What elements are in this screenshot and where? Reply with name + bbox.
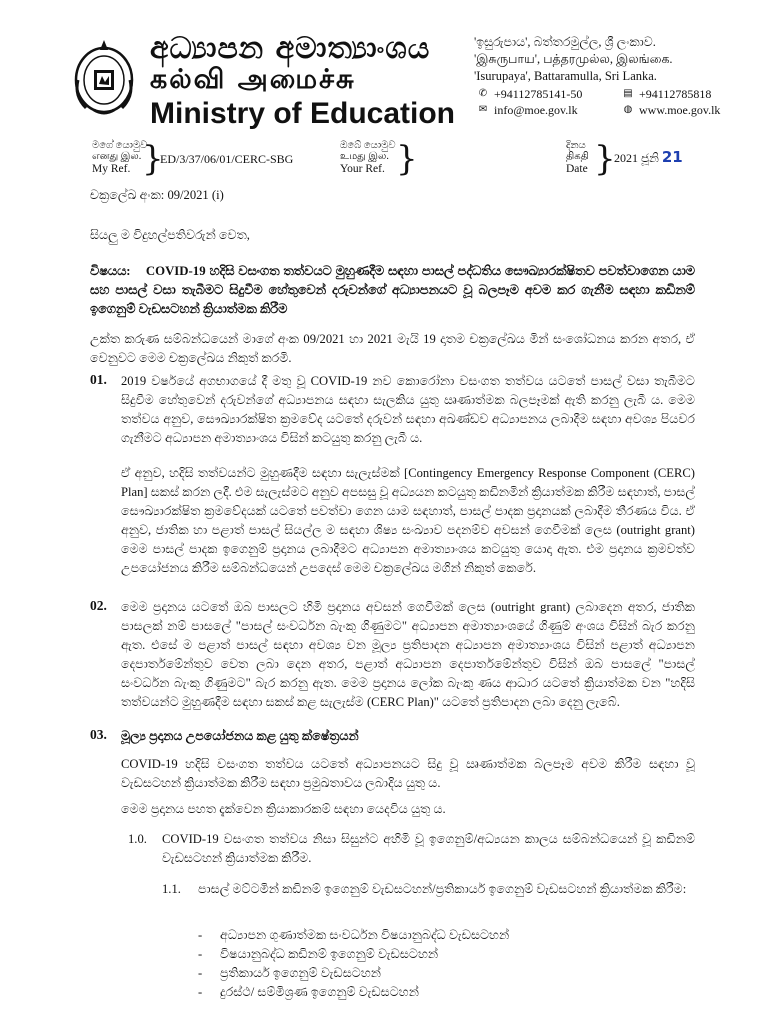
your-ref-labels: ඔබේ යොමුව உமது இல. Your Ref. — [340, 140, 396, 175]
phone-number: +94112785141-50 — [494, 87, 583, 101]
item-number: 1.0. — [128, 832, 147, 846]
subject — [90, 262, 695, 319]
activity-list — [198, 926, 695, 1002]
brace-icon: } — [594, 139, 616, 179]
list-item: - ප්‍රතිකාර්ය ඉගෙනුම් වැඩසටහන් — [198, 964, 695, 983]
section-number: 03. — [90, 727, 107, 742]
address-block — [474, 34, 754, 85]
section-02-paragraph: මෙම ප්‍රදානය යටතේ ඔබ පාසලට හිමි ප්‍රදානය අවසන් ගෙවීමක් ලෙස (outright grant) ලබාදෙන අතර, ජාතික පාසලක් නම් පාසලේ "පාසල් සංවර්ධන බැංකු ගිණුමට" අධ්‍යාපන අමාත්‍යාංශයේ ගිණුම් අංශය විසින් බැර කරනු ඇත. එසේ ම පළාත් පාසල් සඳහා අවශ්‍ය වන මූල්‍ය ප්‍රතිපාදන අධ්‍යාපන අමාත්‍යාංශය විසින් පළාත් අධ්‍යාපන දෙපාර්තමේන්තුව වෙත ලබා දෙන අතර, පළාත් අධ්‍යාපන දෙපාර්තමේන්තුව විසින් ඔබ පාසලේ "පාසල් සංවර්ධන බැංකු ගිණුමට" බැර කරනු ඇත. මෙම ප්‍රදානය ලෝක බැංකු ණය ආධාර යටතේ ක්‍රියාත්මක වන "හදිසි තත්වයන්ට මුහුණදීම සඳහා සකස් කළ සැලැස්ම (CERC Plan)" යටතේ ප්‍රතිපාදන ලබා දෙනු ලැබේ. — [121, 600, 695, 709]
intro-paragraph: උක්ත කරුණ සම්බන්ධයෙන් මාගේ අංක 09/2021 හා 2021 මැයි 19 දාතම චක්‍රලේඛය මින් සංශෝධනය කරන අතර, ඒ වෙනුවට මෙම චක්‍රලේඛය නිකුත් කරමි. — [90, 332, 695, 365]
reference-row — [0, 140, 768, 182]
sri-lanka-emblem-icon — [72, 36, 136, 116]
address-english: 'Isurupaya', Battaramulla, Sri Lanka. — [474, 69, 657, 83]
circular-number: චක්‍රලේඛ අංක: 09/2021 (i) — [90, 188, 224, 202]
section-01-paragraph-1: 2019 වර්ෂයේ අගභාගයේ දී මතු වූ COVID-19 නව කොරෝනා වසංගත තත්වය යටතේ පාසල් වසා තැබීමට සිදුවීම හේතුවෙන් දරුවන්ගේ අධ්‍යාපනය සඳහා සැලකිය යුතු ඍණාත්මක බලපෑමක් ඇති කරනු ලැබී ය. මෙම තත්වය අනුව, සෞඛ්‍යාරක්ෂිත ක්‍රමවේද යටතේ දරුවන් සඳහා අඛණ්ඩව අධ්‍යාපනය ලබාදීම සඳහා අවශ්‍ය පියවර ගැනීමට අධ්‍යාපන අමාත්‍යාංශය විසින් කටයුතු කරනු ලැබී ය. — [121, 374, 695, 445]
section-03-paragraph-2: මෙම ප්‍රදානය පහත දැක්වෙන ක්‍රියාකාරකම් සඳහා යෙදවිය යුතු ය. — [121, 802, 446, 816]
contact-block — [478, 86, 768, 118]
list-item: - විෂයානුබද්ධ කඩිනම් ඉගෙනුම් වැඩසටහන් — [198, 945, 695, 964]
ministry-name-block — [150, 31, 470, 132]
section-03-heading: මූල්‍ය ප්‍රදානය උපයෝජනය කළ යුතු ක්ෂේත්‍රයන් — [121, 729, 359, 743]
section-03-paragraph-1: COVID-19 හදිසි වසංගත තත්වය යටතේ අධ්‍යාපනයට සිදු වූ ඍණාත්මක බලපෑම අවම කිරීම සඳහා වූ වැඩසටහන් ක්‍රියාත්මක කිරීම සඳහා ප්‍රමුඛතාවය ලබාදිය යුතු ය. — [121, 757, 695, 790]
ministry-name-english: Ministry of Education — [150, 97, 456, 130]
fax-number: +94112785818 — [639, 87, 712, 101]
address-tamil: 'இசுருபாய', பத்தரமுல்ல, இலங்கை. — [474, 52, 673, 66]
section-number: 01. — [90, 372, 107, 387]
date-labels: දිනය திகதி Date — [566, 140, 589, 175]
ministry-name-sinhala: අධ්‍යාපන අමාත්‍යාංශය — [150, 31, 431, 66]
list-item: - අධ්‍යාපන ගුණාත්මක සංවර්ධන විෂයානුබද්ධ වැඩසටහන් — [198, 926, 695, 945]
subject-label: විෂයය: — [90, 264, 131, 278]
ministry-name-tamil: கல்வி அமைச்சு — [150, 64, 356, 95]
brace-icon: } — [142, 139, 164, 179]
date-day-handwritten: 21 — [661, 148, 683, 166]
item-number: 1.1. — [162, 882, 181, 896]
web-icon: ◍ — [623, 104, 633, 115]
subject-text: COVID-19 හදිසි වසංගත තත්වයට මුහුණදීම සඳහා පාසල් පද්ධතිය සෞඛ්‍යාරක්ෂිතව පවත්වාගෙන යාම සහ පාසල් වසා තැබීමට සිදුවීම හේතුවෙන් දරුවන්ගේ අධ්‍යාපනයට වූ බලපෑම අවම කර ගැනීම සඳහා කඩිනම් ඉගෙනුම් වැඩසටහන් ක්‍රියාත්මක කිරීම — [90, 264, 696, 316]
fax-icon: ▤ — [623, 88, 633, 99]
email-address: info@moe.gov.lk — [494, 103, 578, 117]
address-sinhala: 'ඉසුරුපාය', බත්තරමුල්ල, ශ්‍රී ලංකාව. — [474, 35, 656, 49]
section-number: 02. — [90, 598, 107, 613]
item-1-0-text: COVID-19 වසංගත තත්වය නිසා සිසුන්ට අහිමි වූ ඉගෙනුම්/අධ්‍යයන කාලය සම්බන්ධයෙන් වූ කඩිනම් වැඩසටහන් ක්‍රියාත්මක කිරීම. — [162, 832, 695, 865]
brace-icon: } — [396, 139, 418, 179]
item-1-1-text: පාසල් මට්ටමින් කඩිනම් ඉගෙනුම් වැඩසටහන්/ප්‍රතිකාර්ය ඉගෙනුම් වැඩසටහන් ක්‍රියාත්මක කිරීම: — [198, 882, 687, 896]
my-ref-labels: මගේ යොමුව எனது இல. My Ref. — [92, 140, 148, 175]
list-item: - දුරස්ථ/ සම්මිශ්‍රණ ඉගෙනුම් වැඩසටහන් — [198, 983, 695, 1002]
salutation: සියලු ම විදුහල්පතිවරුන් වෙත, — [90, 228, 250, 242]
date-value: 2021 ජූනි 21 — [614, 148, 683, 166]
website: www.moe.gov.lk — [639, 103, 721, 117]
section-01-paragraph-2: ඒ අනුව, හදිසි තත්වයන්ට මුහුණදීම සඳහා සැලැස්මක් [Contingency Emergency Response Component (CERC) Plan] සකස් කරන ලදී. එම සැලැස්මට අනුව අපසසු වූ අධ්‍යයන කටයුතු කඩිනමින් ක්‍රියාත්මක කිරීම සඳහාත්, පාසල් සෞඛ්‍යාරක්ෂිත ක්‍රමවේදයක් යටතේ පවත්වා ගෙන යාම සඳහාත්, පාසල් පාදක ප්‍රදානයක් ලබාදීම තීරණය විය. ඒ අනුව, ජාතික හා පළාත් පාසල් සියල්ල ම සඳහා ශිෂ්‍ය සංඛ්‍යාව පදනම්ව අවසන් ගෙවීමක් ලෙස (outright grant) මෙම පාසල් පාදක ඉගෙනුම් ප්‍රදානය ලබාදීමට අධ්‍යාපන අමාත්‍යාංශය කටයුතු යොදා ඇත. එම ප්‍රදානය ක්‍රමවත්ව උපයෝජනය කිරීම සම්බන්ධයෙන් උපදෙස් මෙම චක්‍රලේඛය මගින් නිකුත් කෙරේ. — [121, 466, 695, 575]
phone-icon: ✆ — [478, 88, 488, 99]
email-icon: ✉ — [478, 104, 488, 115]
my-ref-value: ED/3/37/06/01/CERC-SBG — [160, 152, 294, 166]
